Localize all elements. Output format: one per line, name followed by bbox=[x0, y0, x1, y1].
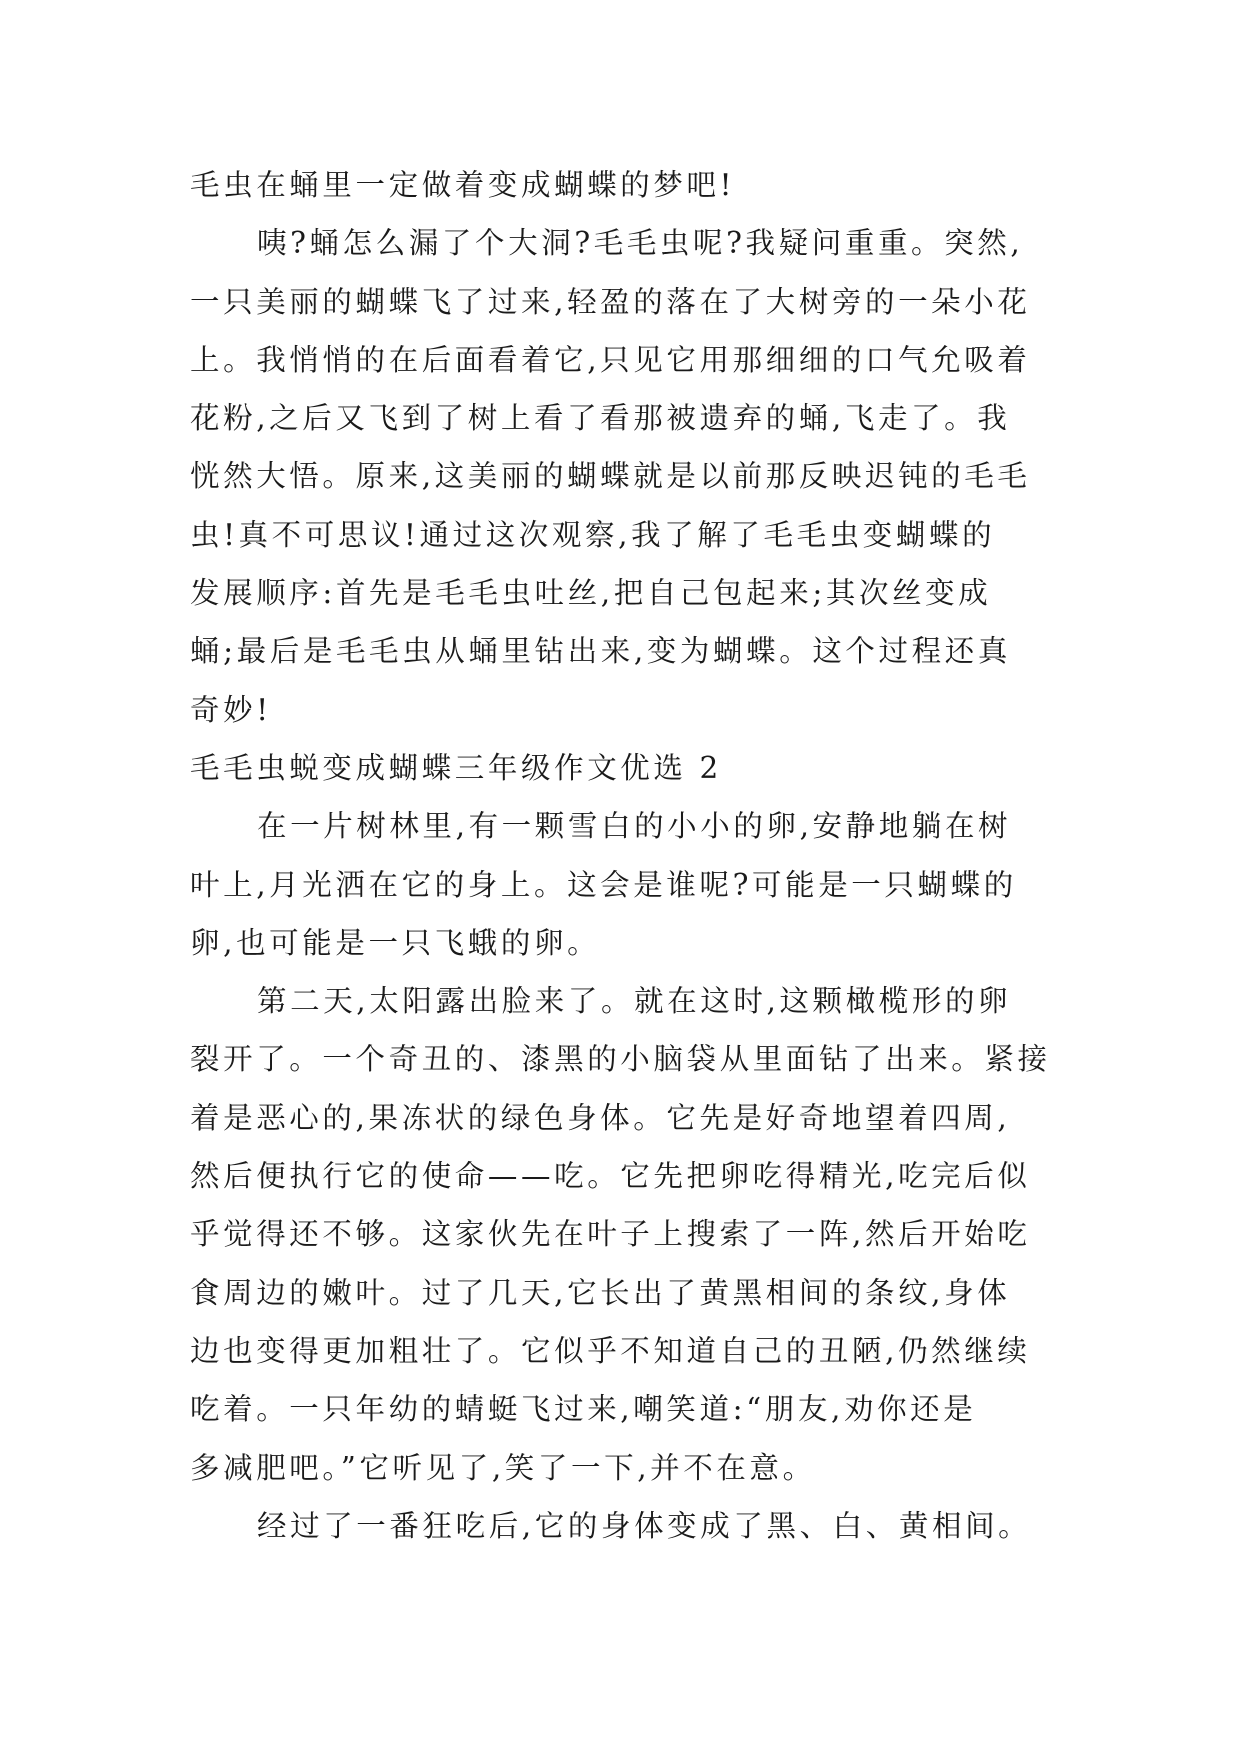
text-line: 叶上,月光洒在它的身上。这会是谁呢?可能是一只蝴蝶的 bbox=[190, 867, 1017, 902]
text-line: 花粉,之后又飞到了树上看了看那被遗弃的蛹,飞走了。我 bbox=[190, 401, 1011, 436]
body-text bbox=[190, 156, 1090, 1555]
text-line: 边也变得更加粗壮了。它似乎不知道自己的丑陋,仍然继续 bbox=[190, 1333, 1031, 1368]
text-line: 多减肥吧。”它听见了,笑了一下,并不在意。 bbox=[190, 1450, 816, 1485]
text-line: 然后便执行它的使命——吃。它先把卵吃得精光,吃完后似 bbox=[190, 1159, 1031, 1194]
text-line: 裂开了。一个奇丑的、漆黑的小脑袋从里面钻了出来。紧接 bbox=[190, 1042, 1051, 1077]
text-line: 恍然大悟。原来,这美丽的蝴蝶就是以前那反映迟钝的毛毛 bbox=[190, 459, 1031, 494]
text-line: 乎觉得还不够。这家伙先在叶子上搜索了一阵,然后开始吃 bbox=[190, 1217, 1031, 1252]
paragraph-first-line: 第二天,太阳露出脸来了。就在这时,这颗橄榄形的卵 bbox=[257, 984, 1012, 1019]
text-line: 一只美丽的蝴蝶飞了过来,轻盈的落在了大树旁的一朵小花 bbox=[190, 284, 1031, 319]
text-line: 吃着。一只年幼的蜻蜓飞过来,嘲笑道:“朋友,劝你还是 bbox=[190, 1392, 977, 1427]
paragraph-first-line: 经过了一番狂吃后,它的身体变成了黑、白、黄相间。 bbox=[257, 1508, 1032, 1543]
text-line: 毛虫在蛹里一定做着变成蝴蝶的梦吧! bbox=[190, 168, 736, 202]
paragraph-first-line: 在一片树林里,有一颗雪白的小小的卵,安静地躺在树 bbox=[257, 809, 1012, 844]
text-line: 发展顺序:首先是毛毛虫吐丝,把自己包起来;其次丝变成 bbox=[190, 576, 992, 611]
paragraph-first-line: 咦?蛹怎么漏了个大洞?毛毛虫呢?我疑问重重。突然, bbox=[257, 226, 1024, 261]
text-line: 虫!真不可思议!通过这次观察,我了解了毛毛虫变蝴蝶的 bbox=[190, 517, 996, 552]
text-line: 上。我悄悄的在后面看着它,只见它用那细细的口气允吸着 bbox=[190, 342, 1031, 377]
text-line: 卵,也可能是一只飞蛾的卵。 bbox=[190, 925, 601, 960]
text-line: 食周边的嫩叶。过了几天,它长出了黄黑相间的条纹,身体 bbox=[190, 1275, 1011, 1310]
text-line: 着是恶心的,果冻状的绿色身体。它先是好奇地望着四周, bbox=[190, 1100, 1011, 1135]
text-line: 毛毛虫蜕变成蝴蝶三年级作文优选 2 bbox=[190, 750, 722, 785]
text-line: 奇妙! bbox=[190, 692, 272, 727]
text-line: 蛹;最后是毛毛虫从蛹里钻出来,变为蝴蝶。这个过程还真 bbox=[190, 634, 1011, 669]
